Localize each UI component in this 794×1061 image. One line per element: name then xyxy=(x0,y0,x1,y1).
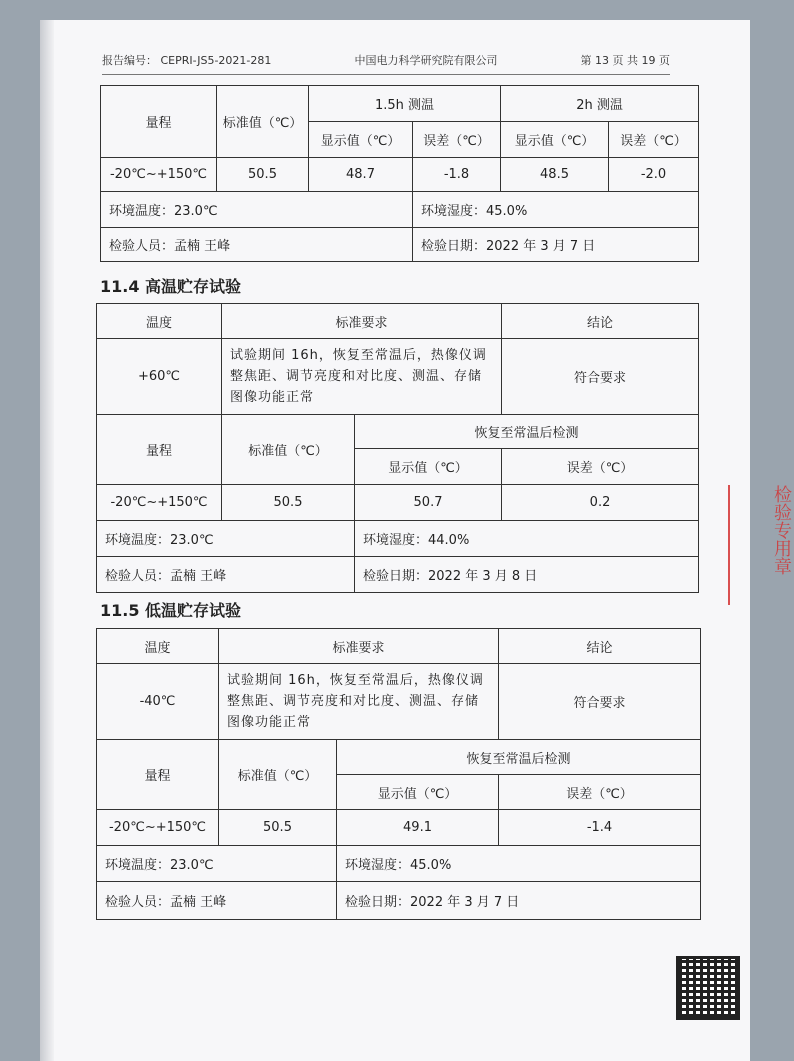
standard-value-cell: 50.5 xyxy=(217,158,309,192)
inspector: 检验人员：孟楠 王峰 xyxy=(101,228,413,262)
error-cell: -1.4 xyxy=(499,810,701,846)
ambient-humidity: 环境湿度：45.0% xyxy=(337,846,701,882)
inspection-date: 检验日期：2022 年 3 月 7 日 xyxy=(337,882,701,920)
measure-1-5h-header: 1.5h 测温 xyxy=(309,86,501,122)
ambient-temperature: 环境温度：23.0℃ xyxy=(97,521,355,557)
requirement-text: 试验期间 16h，恢复至常温后，热像仪调整焦距、调节亮度和对比度、测温、存储图像功能正常 xyxy=(222,339,502,415)
conclusion: 符合要求 xyxy=(502,339,699,415)
temperature-measurement-table xyxy=(100,85,699,262)
range-cell: -20℃~+150℃ xyxy=(101,158,217,192)
display-value-cell: 48.5 xyxy=(501,158,609,192)
range-header: 量程 xyxy=(97,415,222,485)
standard-value-header: 标准值（℃） xyxy=(219,740,337,810)
requirement-header: 标准要求 xyxy=(222,304,502,339)
error-cell: -2.0 xyxy=(609,158,699,192)
display-value-header: 显示值（℃） xyxy=(337,775,499,810)
display-value-cell: 48.7 xyxy=(309,158,413,192)
error-header: 误差（℃） xyxy=(502,449,699,485)
requirement-text: 试验期间 16h，恢复至常温后，热像仪调整焦距、调节亮度和对比度、测温、存储图像功能正常 xyxy=(219,664,499,740)
inspection-date: 检验日期：2022 年 3 月 7 日 xyxy=(413,228,699,262)
qr-code xyxy=(676,956,740,1020)
test-temperature: -40℃ xyxy=(97,664,219,740)
inspection-date: 检验日期：2022 年 3 月 8 日 xyxy=(355,557,699,593)
page-header xyxy=(102,52,670,75)
error-header: 误差（℃） xyxy=(499,775,701,810)
display-value-header: 显示值（℃） xyxy=(501,122,609,158)
range-header: 量程 xyxy=(97,740,219,810)
ambient-humidity: 环境湿度：45.0% xyxy=(413,192,699,228)
test-temperature: +60℃ xyxy=(97,339,222,415)
range-cell: -20℃~+150℃ xyxy=(97,485,222,521)
standard-value-header: 标准值（℃） xyxy=(222,415,355,485)
ambient-temperature: 环境温度：23.0℃ xyxy=(101,192,413,228)
inspector: 检验人员：孟楠 王峰 xyxy=(97,557,355,593)
ambient-humidity: 环境湿度：44.0% xyxy=(355,521,699,557)
temperature-header: 温度 xyxy=(97,304,222,339)
standard-value-cell: 50.5 xyxy=(219,810,337,846)
temperature-header: 温度 xyxy=(97,629,219,664)
requirement-header: 标准要求 xyxy=(219,629,499,664)
standard-value-cell: 50.5 xyxy=(222,485,355,521)
error-cell: 0.2 xyxy=(502,485,699,521)
error-header: 误差（℃） xyxy=(413,122,501,158)
conclusion-header: 结论 xyxy=(502,304,699,339)
recovery-check-header: 恢复至常温后检测 xyxy=(355,415,699,449)
display-value-header: 显示值（℃） xyxy=(309,122,413,158)
report-number: 报告编号： CEPRI-JS5-2021-281 xyxy=(102,54,272,67)
measure-2h-header: 2h 测温 xyxy=(501,86,699,122)
error-header: 误差（℃） xyxy=(609,122,699,158)
recovery-check-header: 恢复至常温后检测 xyxy=(337,740,701,775)
page-number: 第 13 页 共 19 页 xyxy=(580,54,670,67)
ambient-temperature: 环境温度：23.0℃ xyxy=(97,846,337,882)
range-cell: -20℃~+150℃ xyxy=(97,810,219,846)
section-title-11-4: 11.4 高温贮存试验 xyxy=(100,277,242,296)
display-value-cell: 50.7 xyxy=(355,485,502,521)
standard-value-header: 标准值（℃） xyxy=(217,86,309,158)
range-header: 量程 xyxy=(101,86,217,158)
error-cell: -1.8 xyxy=(413,158,501,192)
conclusion-header: 结论 xyxy=(499,629,701,664)
display-value-header: 显示值（℃） xyxy=(355,449,502,485)
section-title-11-5: 11.5 低温贮存试验 xyxy=(100,601,242,620)
display-value-cell: 49.1 xyxy=(337,810,499,846)
inspection-seal-stamp: 检验专用章 xyxy=(728,485,794,605)
high-temp-storage-table xyxy=(96,303,699,593)
conclusion: 符合要求 xyxy=(499,664,701,740)
organization-name: 中国电力科学研究院有限公司 xyxy=(354,54,498,67)
inspector: 检验人员：孟楠 王峰 xyxy=(97,882,337,920)
book-spine xyxy=(40,20,54,1061)
low-temp-storage-table xyxy=(96,628,701,920)
